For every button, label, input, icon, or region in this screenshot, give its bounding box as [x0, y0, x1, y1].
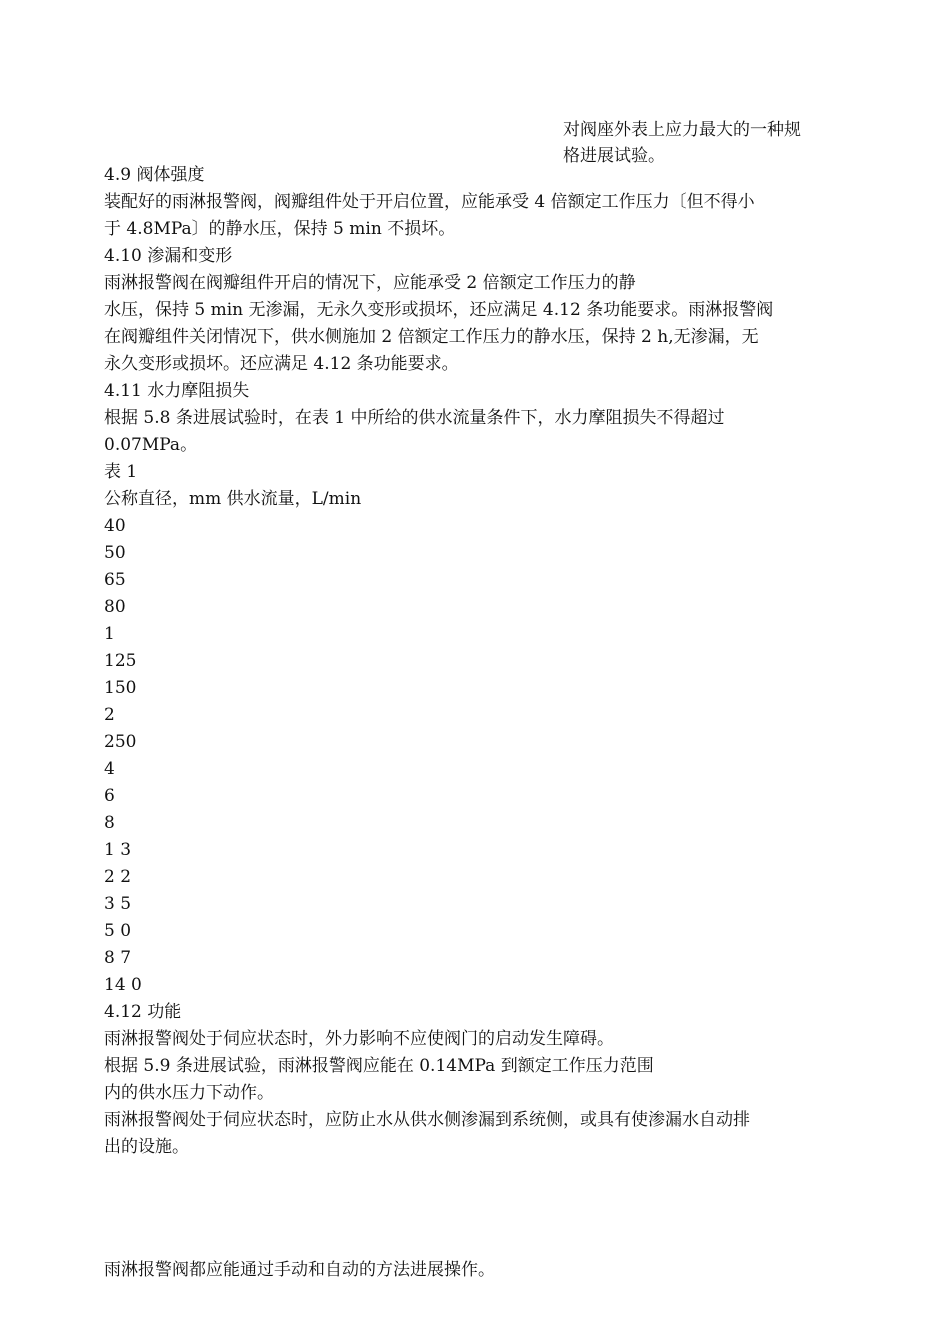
paragraph-line: 在阀瓣组件关闭情况下，供水侧施加 2 倍额定工作压力的静水压，保持 2 h,无渗漏，无	[104, 327, 759, 347]
table-row: 14 0	[104, 975, 142, 995]
table-row: 8 7	[104, 948, 132, 968]
top-note-line-2: 格进展试验。	[563, 146, 665, 166]
paragraph-line: 雨淋报警阀处于伺应状态时，应防止水从供水侧渗漏到系统侧，或具有使渗漏水自动排	[104, 1110, 750, 1130]
paragraph-line: 内的供水压力下动作。	[104, 1083, 274, 1103]
section-4-10	[104, 243, 840, 378]
table-row: 2	[104, 705, 115, 725]
footer-text: 雨淋报警阀都应能通过手动和自动的方法进展操作。	[104, 1260, 495, 1280]
section-4-9	[104, 162, 840, 243]
table-header: 公称直径，mm 供水流量，L/min	[104, 489, 362, 509]
section-4-12	[104, 999, 840, 1161]
paragraph-line: 出的设施。	[104, 1137, 189, 1157]
table-row: 150	[104, 678, 137, 698]
section-heading-4-11: 4.11 水力摩阻损失	[104, 381, 250, 401]
section-heading-4-10: 4.10 渗漏和变形	[104, 246, 233, 266]
table-row: 125	[104, 651, 137, 671]
top-note-line-1: 对阀座外表上应力最大的一种规	[563, 120, 801, 140]
paragraph-line: 永久变形或损坏。还应满足 4.12 条功能要求。	[104, 354, 459, 374]
table-row: 6	[104, 786, 115, 806]
paragraph-line: 根据 5.9 条进展试验，雨淋报警阀应能在 0.14MPa 到额定工作压力范围	[104, 1056, 654, 1076]
section-heading-4-12: 4.12 功能	[104, 1002, 182, 1022]
section-4-11	[104, 378, 840, 459]
table-row: 50	[104, 543, 126, 563]
table-row: 1 3	[104, 840, 132, 860]
table-row: 8	[104, 813, 115, 833]
paragraph-line: 根据 5.8 条进展试验时，在表 1 中所给的供水流量条件下，水力摩阻损失不得超过	[104, 408, 725, 428]
table-row: 5 0	[104, 921, 132, 941]
table-row: 40	[104, 516, 126, 536]
table-rows	[104, 513, 840, 999]
paragraph-line: 雨淋报警阀处于伺应状态时，外力影响不应使阀门的启动发生障碍。	[104, 1029, 614, 1049]
table-row: 65	[104, 570, 126, 590]
table-row: 1	[104, 624, 115, 644]
table-row: 80	[104, 597, 126, 617]
table-1	[104, 459, 840, 999]
paragraph-line: 于 4.8MPa〕的静水压，保持 5 min 不损坏。	[104, 219, 456, 239]
table-row: 4	[104, 759, 115, 779]
document-body	[104, 162, 840, 1161]
table-title: 表 1	[104, 462, 138, 482]
paragraph-line: 0.07MPa。	[104, 435, 198, 455]
table-row: 250	[104, 732, 137, 752]
paragraph-line: 雨淋报警阀在阀瓣组件开启的情况下，应能承受 2 倍额定工作压力的静	[104, 273, 636, 293]
section-heading-4-9: 4.9 阀体强度	[104, 165, 205, 185]
paragraph-line: 装配好的雨淋报警阀，阀瓣组件处于开启位置，应能承受 4 倍额定工作压力〔但不得小	[104, 192, 755, 212]
table-row: 3 5	[104, 894, 132, 914]
paragraph-line: 水压，保持 5 min 无渗漏，无永久变形或损坏，还应满足 4.12 条功能要求。雨淋报警阀	[104, 300, 774, 320]
table-row: 2 2	[104, 867, 132, 887]
